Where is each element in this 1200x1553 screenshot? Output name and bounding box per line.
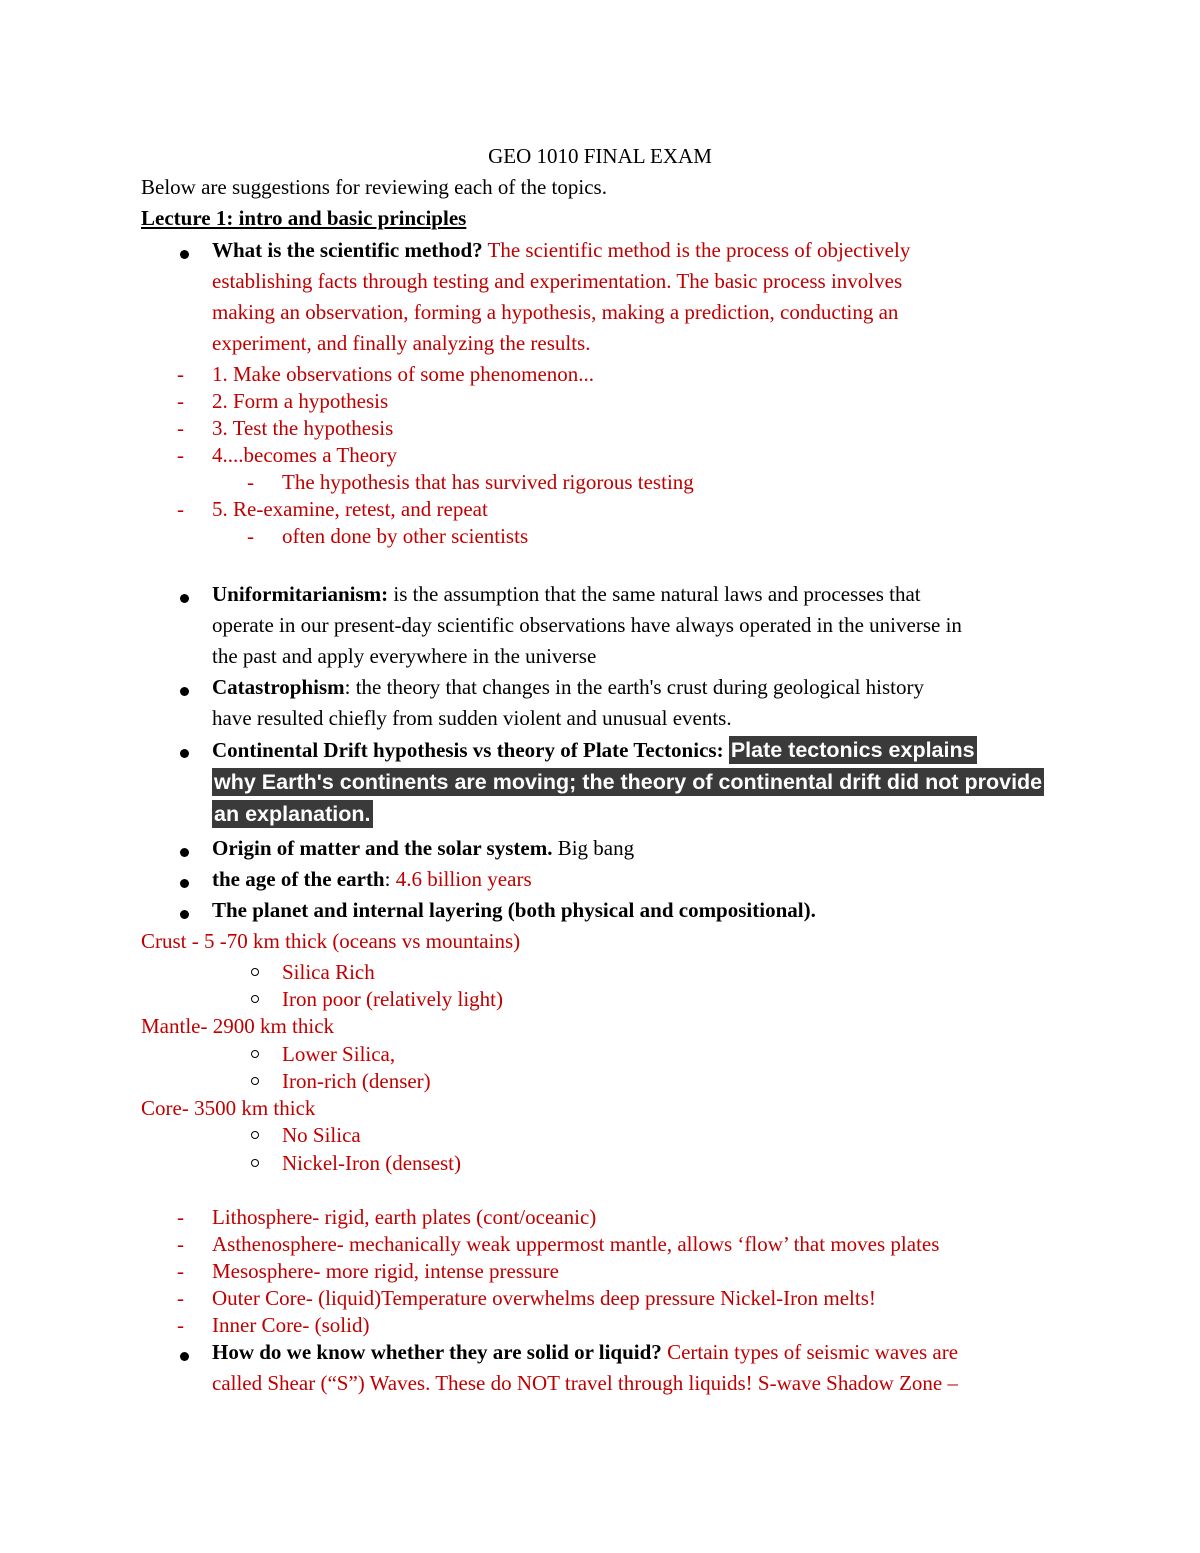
core-item-1: No Silica [282,1123,361,1147]
drift-highlight-1: Plate tectonics explains [730,738,975,762]
age-line [212,866,532,892]
dash-icon: - [177,443,184,467]
drift-line-2 [212,769,1044,795]
origin-answer: Big bang [557,836,635,860]
layering-term: The planet and internal layering (both physical and compositional). [212,898,816,922]
document-title: GEO 1010 FINAL EXAM [488,144,712,168]
dash-icon: - [247,470,254,494]
age-sep: : [384,867,391,891]
mantle-item-2: Iron-rich (denser) [282,1069,431,1093]
mantle-label: Mantle- 2900 km thick [141,1014,335,1038]
core-item-2: Nickel-Iron (densest) [282,1151,462,1175]
sci-method-question: What is the scientific method? [212,238,483,262]
uniformitarianism-text-2: operate in our present-day scientific observations have always operated in the universe in [212,613,962,637]
crust-label: Crust - 5 -70 km thick (oceans vs mountains) [141,929,521,953]
bullet-icon [180,250,189,259]
layer-inner-core: Inner Core- (solid) [212,1313,370,1337]
step-1: 1. Make observations of some phenomenon... [212,362,595,386]
lecture-heading: Lecture 1: intro and basic principles [141,206,467,230]
crust-item-2: Iron poor (relatively light) [282,987,504,1011]
solid-liquid-answer-2: called Shear (“S”) Waves. These do NOT travel through liquids! S-wave Shadow Zone – [212,1371,958,1395]
circle-bullet-icon [251,1159,259,1167]
solid-liquid-question: How do we know whether they are solid or liquid? [212,1340,662,1364]
dash-icon: - [177,416,184,440]
bullet-icon [180,910,189,919]
dash-icon: - [177,389,184,413]
catastrophism-text-2: have resulted chiefly from sudden violent and unusual events. [212,706,732,730]
dash-icon: - [177,1313,184,1337]
mantle-item-1: Lower Silica, [282,1042,396,1066]
step-5-sub: often done by other scientists [282,524,529,548]
layer-outer-core: Outer Core- (liquid)Temperature overwhelms deep pressure Nickel-Iron melts! [212,1286,876,1310]
dash-icon: - [177,1286,184,1310]
drift-term: Continental Drift hypothesis vs theory of Plate Tectonics: [212,738,724,762]
circle-bullet-icon [251,968,259,976]
age-term: the age of the earth [212,867,385,891]
dash-icon: - [177,497,184,521]
uniformitarianism-text-3: the past and apply everywhere in the universe [212,644,597,668]
age-answer: 4.6 billion years [395,867,532,891]
bullet-icon [180,749,189,758]
sci-method-answer-4: experiment, and finally analyzing the results. [212,331,591,355]
step-4-sub: The hypothesis that has survived rigorous testing [282,470,694,494]
sci-method-answer-2: establishing facts through testing and experimentation. The basic process involves [212,269,903,293]
uniformitarianism-line-1 [212,581,921,607]
origin-term: Origin of matter and the solar system. [212,836,553,860]
solid-liquid-answer-1: Certain types of seismic waves are [667,1340,959,1364]
drift-line-1 [212,737,977,763]
circle-bullet-icon [251,1050,259,1058]
dash-icon: - [177,362,184,386]
circle-bullet-icon [251,995,259,1003]
drift-line-3 [212,801,373,827]
step-3: 3. Test the hypothesis [212,416,394,440]
layer-asthenosphere: Asthenosphere- mechanically weak uppermost mantle, allows ‘flow’ that moves plates [212,1232,940,1256]
bullet-icon [180,1352,189,1361]
bullet-icon [180,879,189,888]
dash-icon: - [177,1259,184,1283]
dash-icon: - [247,524,254,548]
drift-highlight-2: why Earth's continents are moving; the theory of continental drift did not provide [214,770,1043,794]
drift-highlight-3: an explanation. [214,802,371,826]
circle-bullet-icon [251,1131,259,1139]
step-2: 2. Form a hypothesis [212,389,389,413]
circle-bullet-icon [251,1077,259,1085]
solid-liquid-line-1 [212,1339,958,1365]
intro-text: Below are suggestions for reviewing each of the topics. [141,175,607,199]
layer-lithosphere: Lithosphere- rigid, earth plates (cont/oceanic) [212,1205,597,1229]
sci-method-line-1 [212,237,910,263]
bullet-icon [180,594,189,603]
core-label: Core- 3500 km thick [141,1096,316,1120]
catastrophism-line-1 [212,674,924,700]
bullet-icon [180,687,189,696]
dash-icon: - [177,1205,184,1229]
dash-icon: - [177,1232,184,1256]
catastrophism-term: Catastrophism [212,675,345,699]
uniformitarianism-text-1: is the assumption that the same natural laws and processes that [393,582,921,606]
sci-method-answer-3: making an observation, forming a hypothesis, making a prediction, conducting an [212,300,899,324]
step-4: 4....becomes a Theory [212,443,398,467]
step-5: 5. Re-examine, retest, and repeat [212,497,488,521]
sci-method-answer-1: The scientific method is the process of objectively [487,238,911,262]
uniformitarianism-term: Uniformitarianism: [212,582,389,606]
crust-item-1: Silica Rich [282,960,375,984]
layer-mesosphere: Mesosphere- more rigid, intense pressure [212,1259,559,1283]
bullet-icon [180,848,189,857]
catastrophism-text-1: : the theory that changes in the earth's crust during geological history [344,675,925,699]
origin-line [212,835,634,861]
